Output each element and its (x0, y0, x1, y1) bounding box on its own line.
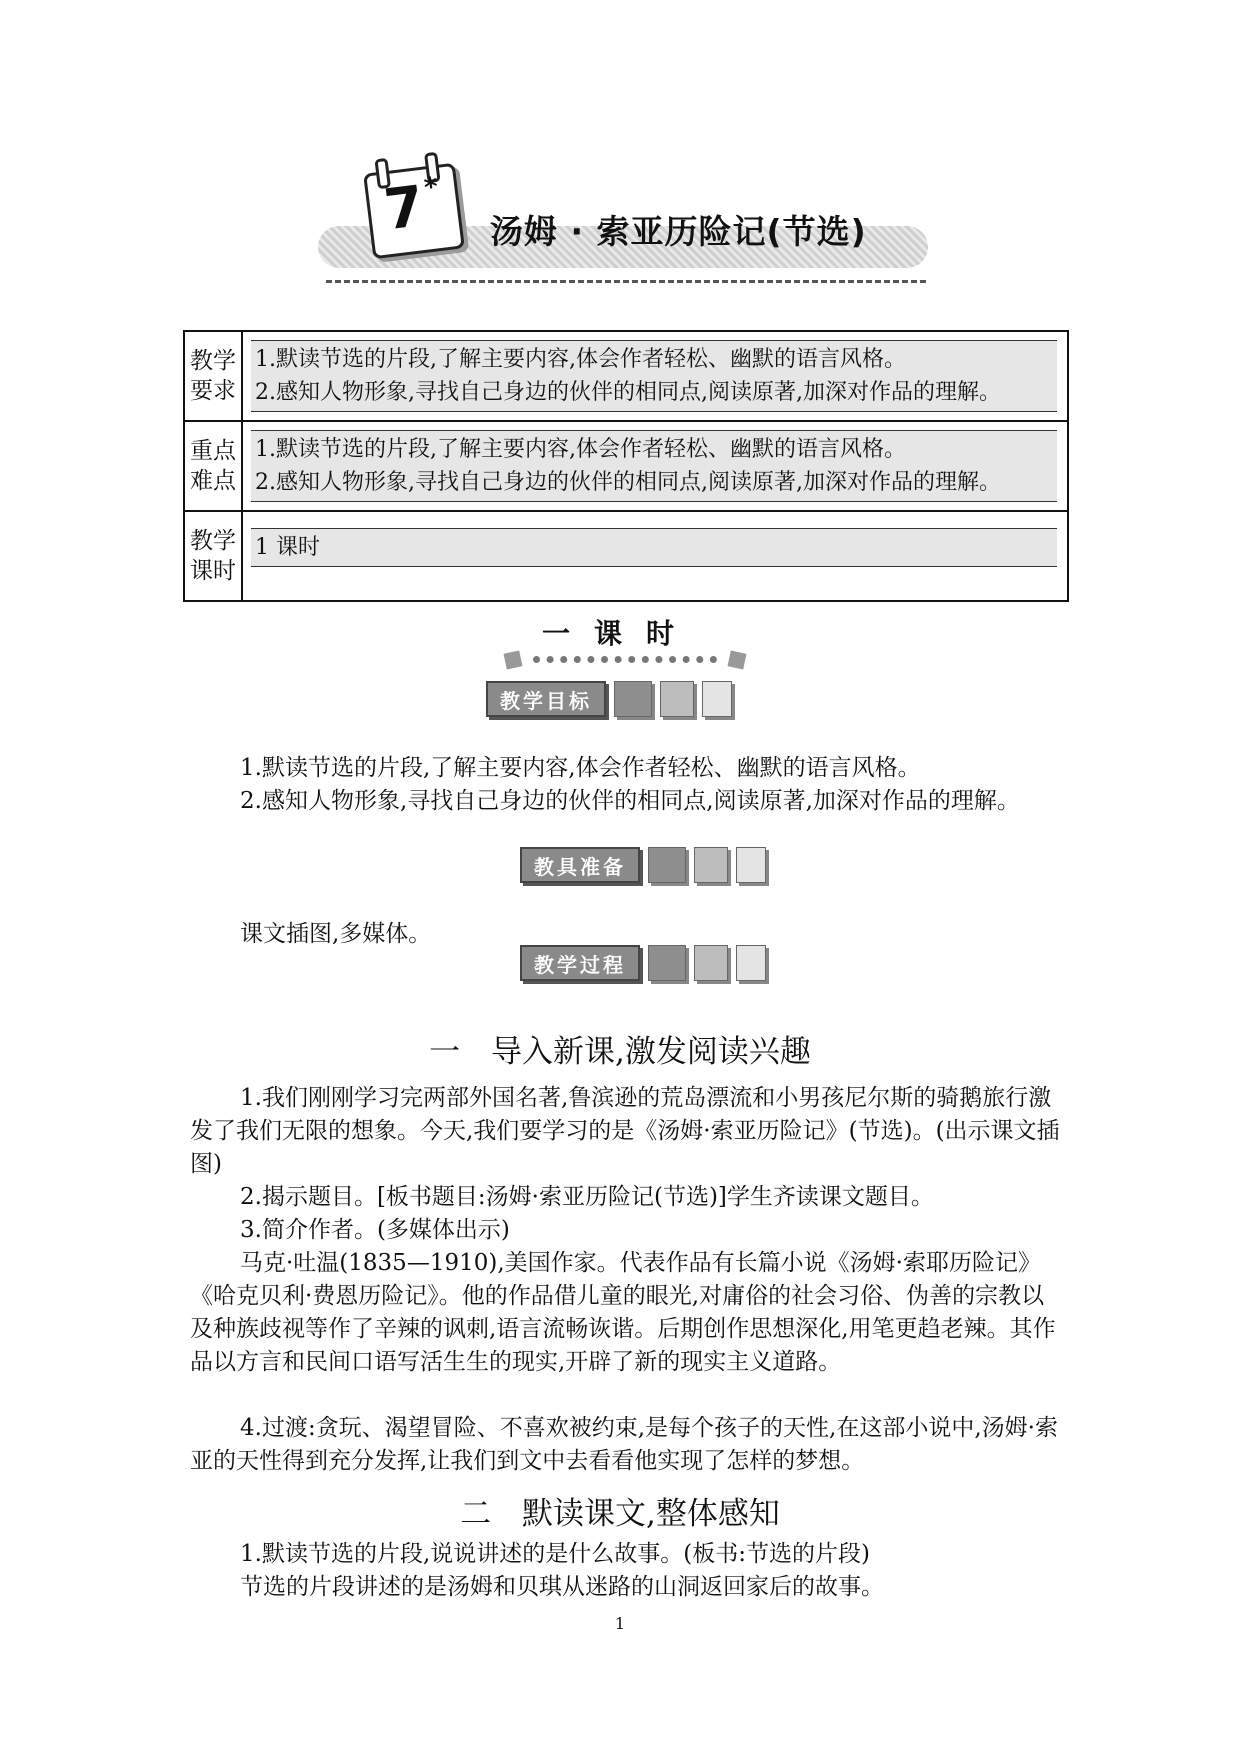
row-label: 重点难点 (185, 422, 243, 510)
tag-label: 教学目标 (486, 681, 606, 717)
row-label: 教学要求 (185, 332, 243, 420)
paragraph: 节选的片段讲述的是汤姆和贝琪从迷路的山洞返回家后的故事。 (240, 1574, 884, 1600)
paragraph: 1.我们刚刚学习完两部外国名著,鲁滨逊的荒岛漂流和小男孩尼尔斯的骑鹅旅行激发了我们无限的想象。今天,我们要学习的是《汤姆·索亚历险记》(节选)。(出示课文插图) (190, 1085, 1060, 1177)
row-line: 2.感知人物形象,寻找自己身边的伙伴的相同点,阅读原著,加深对作品的理解。 (255, 470, 1001, 495)
paragraph: 2.揭示题目。[板书题目:汤姆·索亚历险记(节选)]学生齐读课文题目。 (240, 1184, 934, 1210)
lesson-period-title: 一课时 (541, 617, 698, 650)
page-number: 1 (614, 1614, 626, 1633)
tag-label: 教学过程 (520, 945, 640, 981)
table-row-hours (185, 510, 1067, 600)
paragraph: 1.默读节选的片段,说说讲述的是什么故事。(板书:节选的片段) (240, 1541, 870, 1567)
row-content (251, 528, 1057, 567)
row-content (251, 340, 1057, 412)
row-line: 1.默读节选的片段,了解主要内容,体会作者轻松、幽默的语言风格。 (255, 437, 906, 462)
lesson-title: 汤姆 · 索亚历险记(节选) (490, 212, 867, 251)
info-table (183, 330, 1069, 602)
section-tag-goals (486, 680, 732, 718)
paragraph: 4.过渡:贪玩、渴望冒险、不喜欢被约束,是每个孩子的天性,在这部小说中,汤姆·索亚的天性得到充分发挥,让我们到文中去看看他实现了怎样的梦想。 (190, 1415, 1058, 1474)
table-row-requirements (185, 332, 1067, 420)
row-content (251, 430, 1057, 502)
paragraph: 马克·吐温(1835—1910),美国作家。代表作品有长篇小说《汤姆·索耶历险记》《哈克贝利·费恩历险记》。他的作品借儿童的眼光,对庸俗的社会习俗、伪善的宗教以及种族歧视等作了辛辣的讽刺,语言流畅诙谐。后期创作思想深化,用笔更趋老辣。其作品以方言和民间口语写活生生的现实,开辟了新的现实主义道路。 (190, 1250, 1056, 1375)
part2-heading: 二 默读课文,整体感知 (460, 1496, 780, 1532)
tools-text: 课文插图,多媒体。 (240, 921, 432, 947)
row-line: 2.感知人物形象,寻找自己身边的伙伴的相同点,阅读原著,加深对作品的理解。 (255, 380, 1001, 405)
lesson-number: 7 (380, 174, 428, 244)
calendar-icon (363, 163, 465, 260)
section-tag-process (520, 944, 766, 982)
part1-heading: 一 导入新课,激发阅读兴趣 (429, 1034, 811, 1070)
title-banner (318, 150, 928, 270)
lesson-divider (505, 650, 745, 670)
paragraph: 3.简介作者。(多媒体出示) (240, 1217, 510, 1243)
row-line: 1.默读节选的片段,了解主要内容,体会作者轻松、幽默的语言风格。 (255, 347, 906, 372)
lesson-star: * (422, 172, 440, 204)
goal-item: 1.默读节选的片段,了解主要内容,体会作者轻松、幽默的语言风格。 (240, 755, 921, 781)
row-label: 教学课时 (185, 512, 243, 600)
section-tag-tools (520, 846, 766, 884)
row-line: 1 课时 (255, 535, 320, 560)
goal-item: 2.感知人物形象,寻找自己身边的伙伴的相同点,阅读原著,加深对作品的理解。 (240, 788, 1020, 814)
table-row-key-points (185, 420, 1067, 510)
tag-label: 教具准备 (520, 847, 640, 883)
banner-dashed-line (326, 280, 926, 283)
